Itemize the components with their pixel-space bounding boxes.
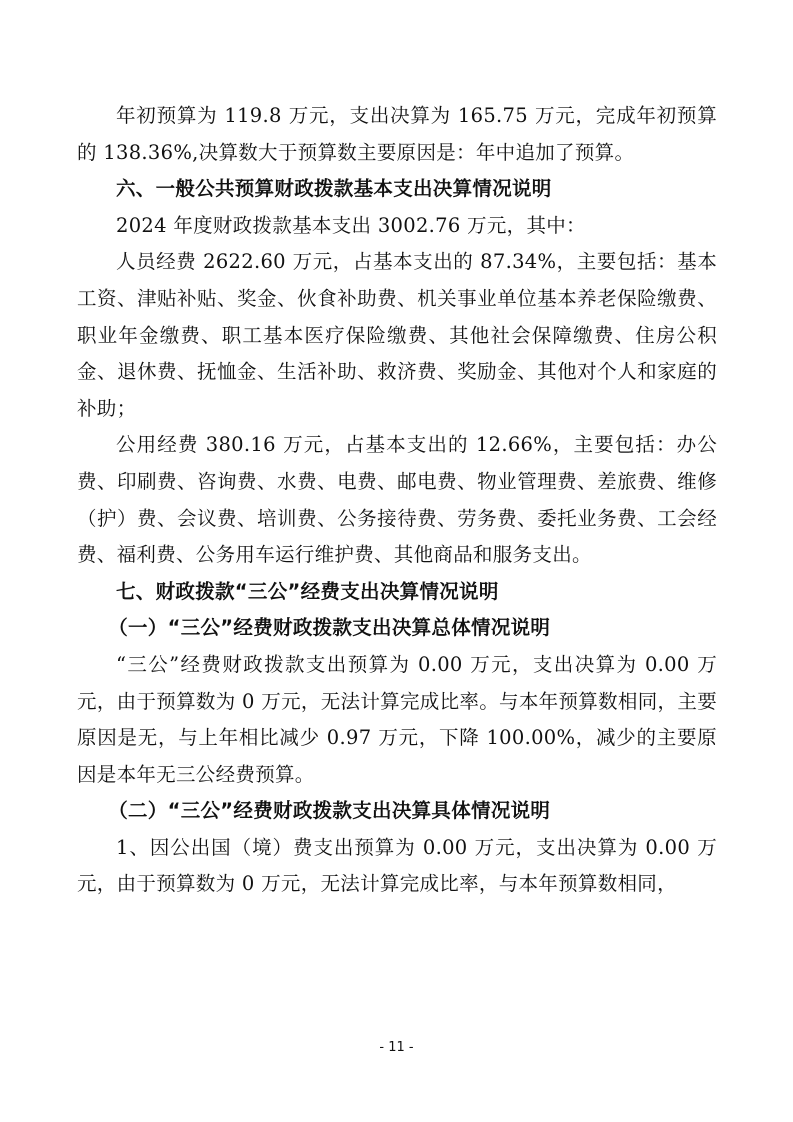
basic-expenditure-summary: 2024 年度财政拨款基本支出 3002.76 万元，其中：	[116, 213, 586, 237]
document-page	[77, 98, 717, 903]
subsection-two-heading: （二）“三公”经费财政拨款支出决算具体情况说明	[108, 799, 551, 823]
budget-completion-paragraph: 年初预算为 119.8 万元，支出决算为 165.75 万元，完成年初预算的 138.36%,决算数大于预算数主要原因是：年中追加了预算。	[77, 104, 717, 164]
overseas-travel-paragraph: 1、因公出国（境）费支出预算为 0.00 万元，支出决算为 0.00 万元，由于预算数为 0 万元，无法计算完成比率，与本年预算数相同，	[77, 835, 717, 896]
personnel-expense-paragraph: 人员经费 2622.60 万元，占基本支出的 87.34%，主要包括：基本工资、津贴补贴、奖金、伙食补助费、机关事业单位基本养老保险缴费、职业年金缴费、职工基本医疗保险缴费、其他社会保障缴费、住房公积金、退休费、抚恤金、生活补助、救济费、奖励金、其他对个人和家庭的补助；	[77, 250, 717, 420]
three-public-overall-paragraph: “三公”经费财政拨款支出预算为 0.00 万元，支出决算为 0.00 万元，由于预算数为 0 万元，无法计算完成比率。与本年预算数相同，主要原因是无，与上年相比减少 0.97 万元，下降 100.00%，减少的主要原因是本年无三公经费预算。	[77, 652, 717, 786]
page-number: - 11 -	[379, 1040, 414, 1055]
subsection-one-heading: （一）“三公”经费财政拨款支出决算总体情况说明	[108, 616, 551, 640]
section-seven-heading: 七、财政拨款“三公”经费支出决算情况说明	[116, 579, 499, 603]
public-expense-paragraph: 公用经费 380.16 万元，占基本支出的 12.66%，主要包括：办公费、印刷费、咨询费、水费、电费、邮电费、物业管理费、差旅费、维修（护）费、会议费、培训费、公务接待费、劳务费、委托业务费、工会经费、福利费、公务用车运行维护费、其他商品和服务支出。	[77, 433, 717, 567]
section-six-heading: 六、一般公共预算财政拨款基本支出决算情况说明	[116, 177, 552, 201]
